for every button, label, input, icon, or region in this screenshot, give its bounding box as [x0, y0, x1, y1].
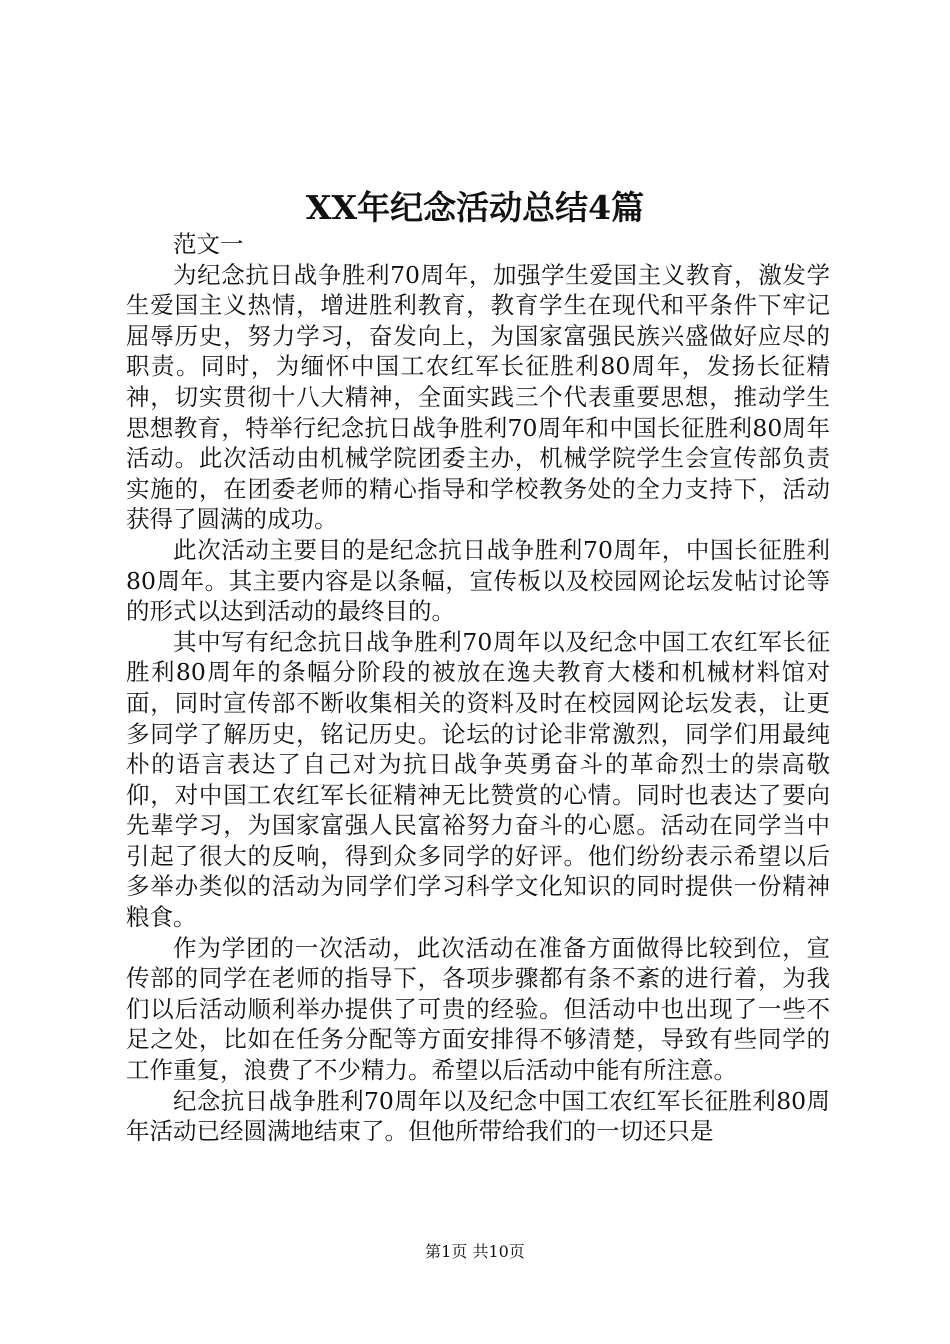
document-title: XX年纪念活动总结4篇 [305, 188, 645, 227]
document-body [126, 229, 830, 1147]
paragraph-heading-fanwen: 范文一 [173, 230, 244, 258]
page-number-footer: 第1页 共10页 [425, 1242, 525, 1261]
paragraph: 其中写有纪念抗日战争胜利70周年以及纪念中国工农红军长征胜利80周年的条幅分阶段的被放在逸夫教育大楼和机械材料馆对面，同时宣传部不断收集相关的资料及时在校园网论坛发表，让更多同学了解历史，铭记历史。论坛的讨论非常激烈，同学们用最纯朴的语言表达了自己对为抗日战争英勇奋斗的革命烈士的崇高敬仰，对中国工农红军长征精神无比赞赏的心情。同时也表达了要向先辈学习，为国家富强人民富裕努力奋斗的心愿。活动在同学当中引起了很大的反响，得到众多同学的好评。他们纷纷表示希望以后多举办类似的活动为同学们学习科学文化知识的同时提供一份精神粮食。 [126, 627, 830, 932]
paragraph: 作为学团的一次活动，此次活动在准备方面做得比较到位，宣传部的同学在老师的指导下，各项步骤都有条不紊的进行着，为我们以后活动顺利举办提供了可贵的经验。但活动中也出现了一些不足之处，比如在任务分配等方面安排得不够清楚，导致有些同学的工作重复，浪费了不少精力。希望以后活动中能有所注意。 [126, 933, 830, 1085]
paragraph: 为纪念抗日战争胜利70周年，加强学生爱国主义教育，激发学生爱国主义热情，增进胜利教育，教育学生在现代和平条件下牢记屈辱历史，努力学习，奋发向上，为国家富强民族兴盛做好应尽的职责。同时，为缅怀中国工农红军长征胜利80周年，发扬长征精神，切实贯彻十八大精神，全面实践三个代表重要思想，推动学生思想教育，特举行纪念抗日战争胜利70周年和中国长征胜利80周年活动。此次活动由机械学院团委主办，机械学院学生会宣传部负责实施的，在团委老师的精心指导和学校教务处的全力支持下，活动获得了圆满的成功。 [126, 260, 830, 534]
paragraph: 纪念抗日战争胜利70周年以及纪念中国工农红军长征胜利80周年活动已经圆满地结束了。但他所带给我们的一切还只是 [126, 1086, 830, 1146]
paragraph: 此次活动主要目的是纪念抗日战争胜利70周年，中国长征胜利80周年。其主要内容是以条幅，宣传板以及校园网论坛发帖讨论等的形式以达到活动的最终目的。 [126, 535, 830, 626]
